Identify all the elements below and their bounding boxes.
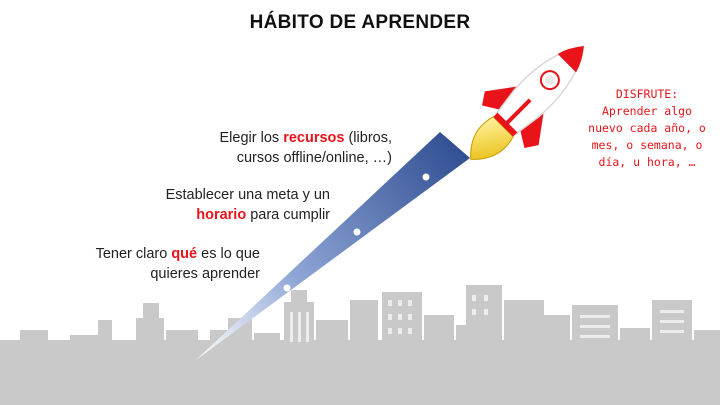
enjoy-note — [572, 86, 720, 171]
milestone-dot-3 — [423, 174, 430, 181]
step-resources-text-a: Elegir los — [219, 130, 284, 146]
step-what-text-c: quieres aprender — [150, 266, 260, 282]
enjoy-line: Aprender algo — [601, 104, 692, 118]
milestone-dot-2 — [354, 229, 361, 236]
milestone-dot-1 — [284, 285, 291, 292]
step-schedule-text-a: Establecer una meta y un — [165, 187, 330, 203]
enjoy-line: nuevo cada año, o — [588, 121, 706, 135]
step-what-text-b: es lo que — [197, 246, 260, 262]
step-schedule — [130, 185, 330, 225]
slide-title: HÁBITO DE APRENDER — [249, 12, 471, 33]
step-resources-highlight: recursos — [283, 130, 345, 146]
enjoy-line: mes, o semana, o — [591, 138, 703, 152]
enjoy-line: día, u hora, … — [598, 155, 696, 169]
step-schedule-highlight: horario — [196, 207, 247, 223]
step-what — [60, 244, 260, 284]
city-skyline — [0, 285, 720, 405]
step-what-highlight: qué — [171, 246, 198, 262]
step-schedule-text-b: para cumplir — [246, 207, 330, 223]
enjoy-heading: DISFRUTE: — [615, 87, 679, 101]
step-resources-text-c: cursos offline/online, …) — [236, 150, 392, 166]
step-resources — [170, 128, 392, 168]
step-what-text-a: Tener claro — [95, 246, 172, 262]
step-resources-text-b: (libros, — [344, 130, 392, 146]
